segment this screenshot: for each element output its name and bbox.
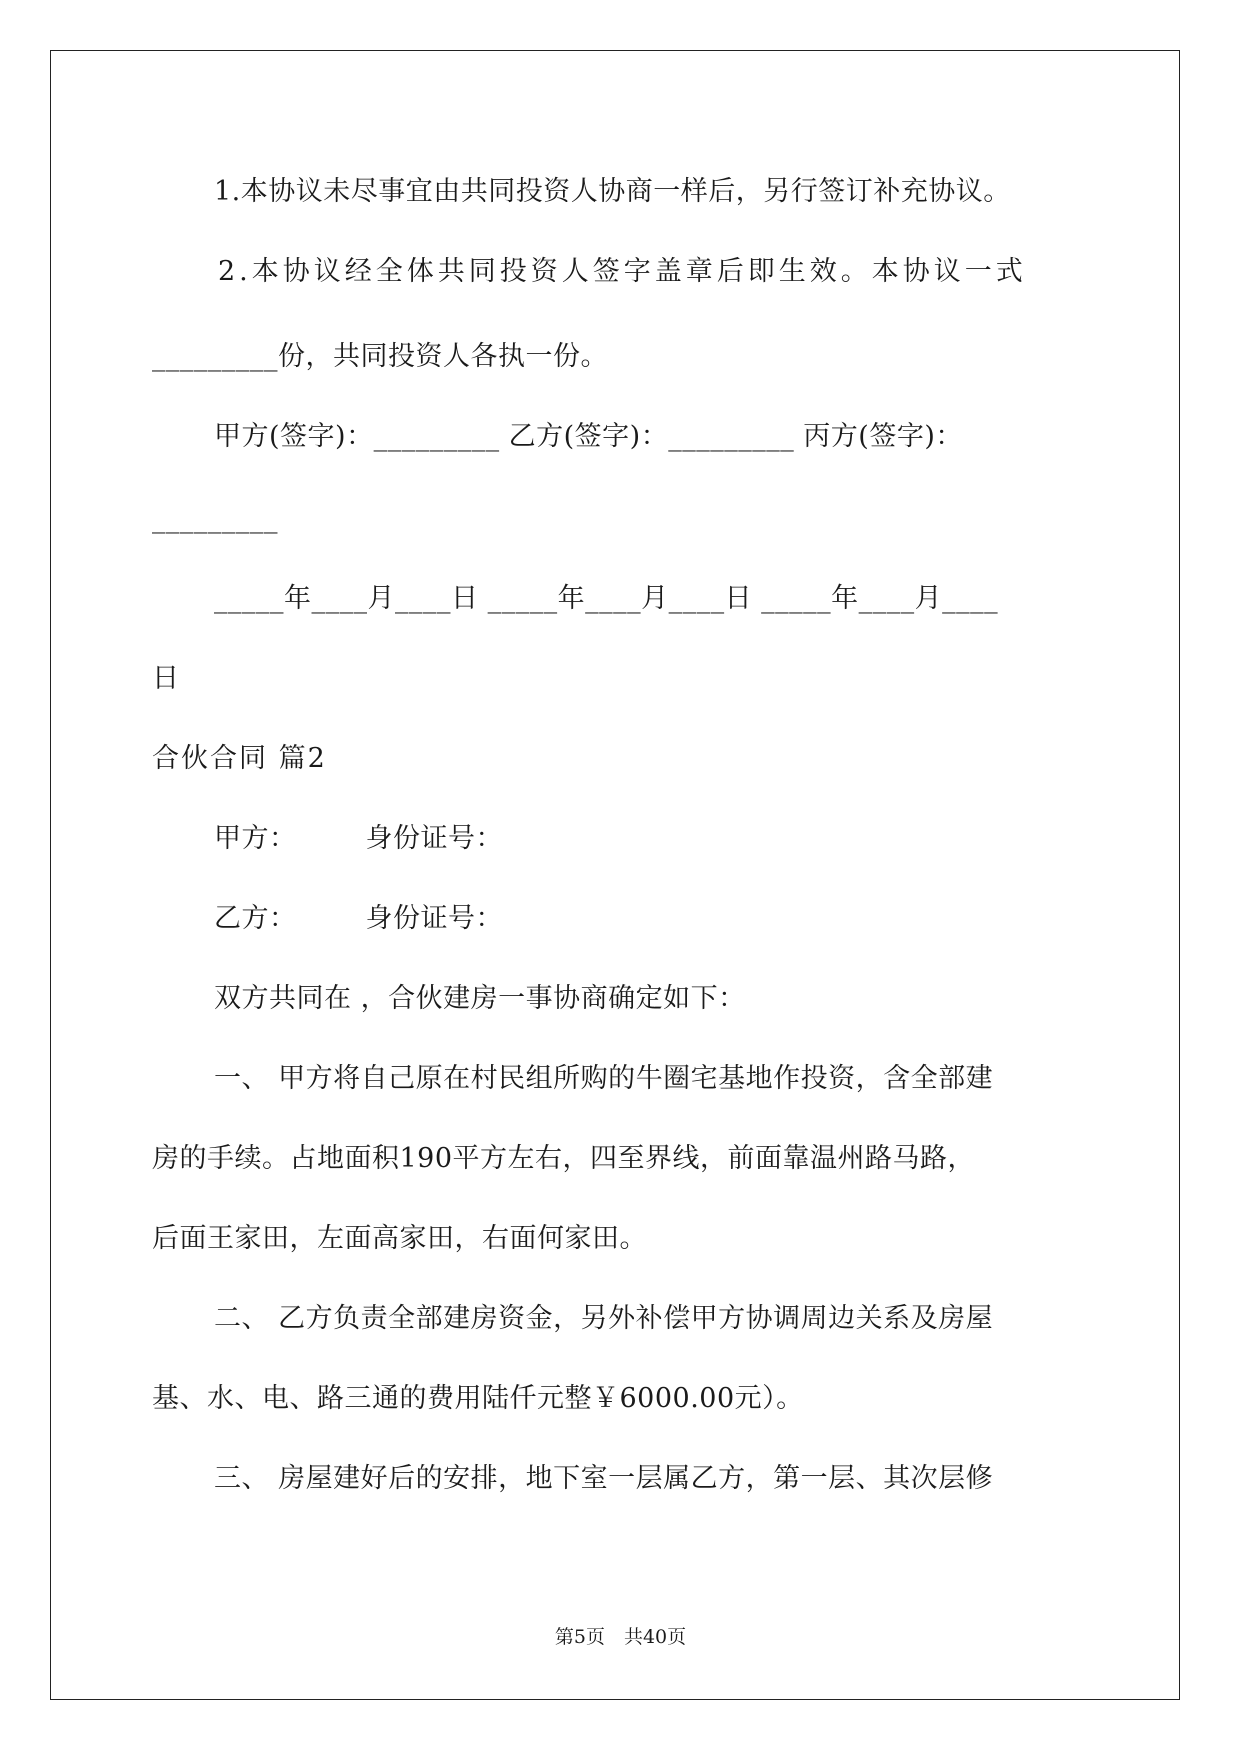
agreement-intro: 双方共同在 ，合伙建房一事协商确定如下： <box>214 983 746 1014</box>
party-a-line: 甲方： 身份证号： <box>214 823 503 854</box>
clause-2-line-2: _________份，共同投资人各执一份。 <box>152 341 608 372</box>
section-heading: 合伙合同 篇2 <box>152 743 327 774</box>
article-3-line-1: 三、 房屋建好后的安排，地下室一层属乙方，第一层、其次层修 <box>214 1463 994 1494</box>
clause-1-line: 1.本协议未尽事宜由共同投资人协商一样后，另行签订补充协议。 <box>214 176 1011 207</box>
article-1-line-2: 房的手续。占地面积190平方左右，四至界线，前面靠温州路马路， <box>152 1143 976 1174</box>
page-border <box>50 50 1180 1700</box>
article-1-line-1: 一、 甲方将自己原在村民组所购的牛圈宅基地作投资，含全部建 <box>214 1063 994 1094</box>
signature-line: 甲方(签字)：_________ 乙方(签字)：_________ 丙方(签字)： <box>214 421 963 452</box>
article-2-line-2: 基、水、电、路三通的费用陆仟元整￥6000.00元）。 <box>152 1383 804 1414</box>
page-number-footer: 第5页 共40页 <box>554 1626 687 1648</box>
signature-line-wrap: _________ <box>152 503 278 534</box>
party-b-line: 乙方： 身份证号： <box>214 903 503 934</box>
article-1-line-3: 后面王家田，左面高家田，右面何家田。 <box>152 1223 647 1254</box>
date-line: _____年____月____日 _____年____月____日 _____年____月____ <box>214 583 999 614</box>
article-2-line-1: 二、 乙方负责全部建房资金，另外补偿甲方协调周边关系及房屋 <box>214 1303 994 1334</box>
clause-2-line-1: 2.本协议经全体共同投资人签字盖章后即生效。本协议一式 <box>218 256 1027 287</box>
date-line-wrap: 日 <box>152 663 180 694</box>
